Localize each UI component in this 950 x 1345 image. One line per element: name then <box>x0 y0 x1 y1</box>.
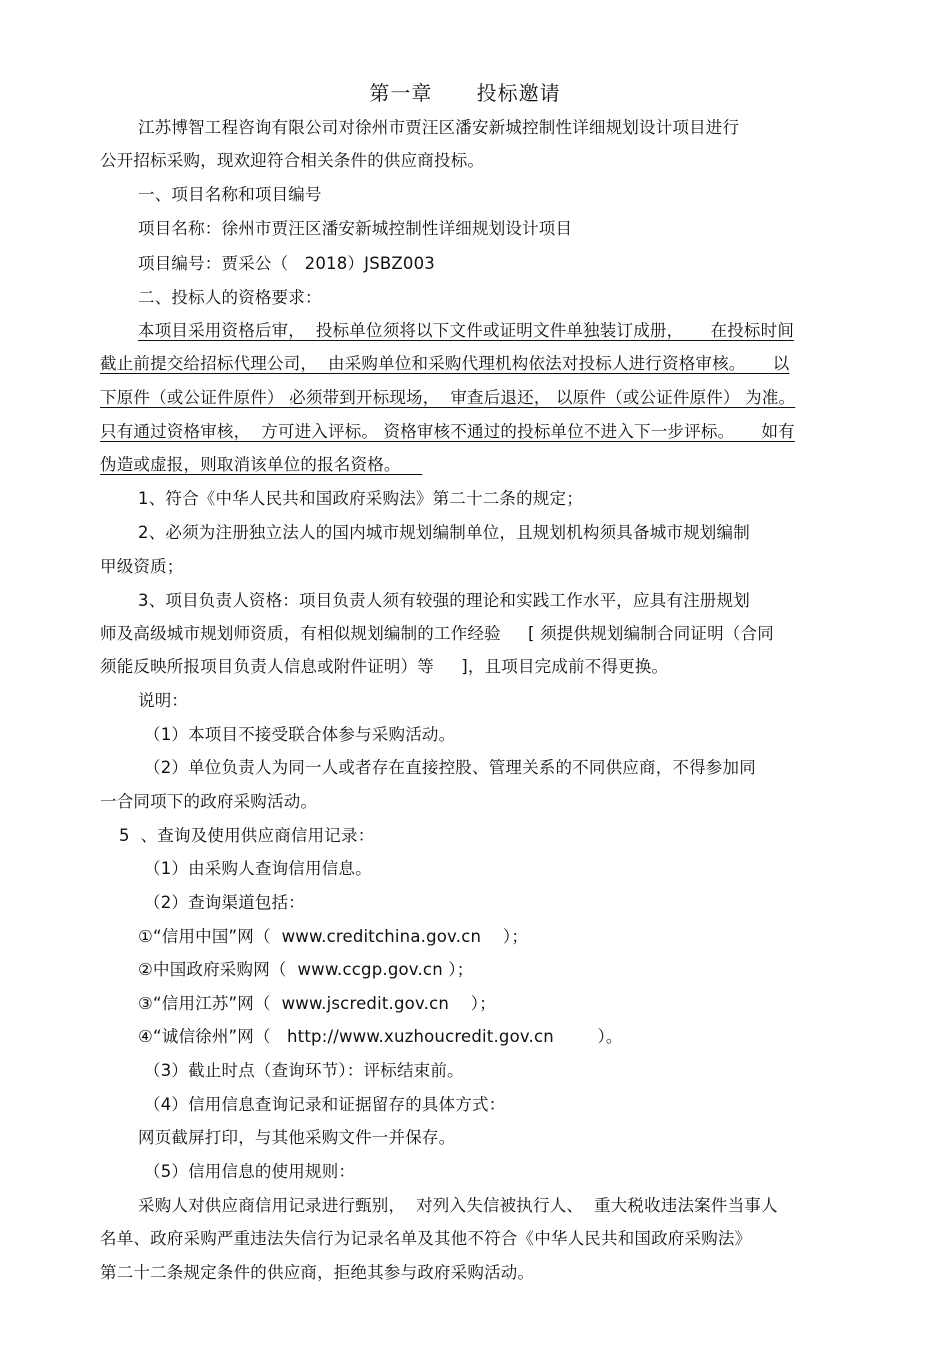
qualification-line-4: 只有通过资格审核， 方可进入评标。 资格审核不通过的投标单位不进入下一步评标。 如有 <box>100 422 795 441</box>
credit-item-3: （3）截止时点（查询环节）：评标结束前。 <box>144 1061 464 1080</box>
credit-item-4-body: 网页截屏打印，与其他采购文件一并保存。 <box>138 1128 456 1147</box>
note-heading: 说明： <box>138 691 189 710</box>
requirement-3-line-1: 3、项目负责人资格：项目负责人须有较强的理论和实践工作水平，应具有注册规划 <box>138 591 750 610</box>
qualification-line-3: 下原件（或公证件原件） 必须带到开标现场， 审查后退还， 以原件（或公证件原件） 为准。 <box>100 388 796 407</box>
note-1: （1）本项目不接受联合体参与采购活动。 <box>144 725 456 744</box>
requirement-3-line-3: 须能反映所报项目负责人信息或附件证明）等 ]，且项目完成前不得更换。 <box>100 657 669 676</box>
section-1-heading: 一、项目名称和项目编号 <box>138 185 322 204</box>
project-name: 项目名称：徐州市贾汪区潘安新城控制性详细规划设计项目 <box>138 219 573 238</box>
requirement-2-line-1: 2、必须为注册独立法人的国内城市规划编制单位，且规划机构须具备城市规划编制 <box>138 523 750 542</box>
qualification-line-5: 伪造或虚报，则取消该单位的报名资格。 <box>100 455 423 474</box>
channel-xuzhoucredit: ④“诚信徐州”网（ http://www.xuzhoucredit.gov.cn ）。 <box>138 1027 623 1046</box>
note-2-line-1: （2）单位负责人为同一人或者存在直接控股、管理关系的不同供应商，不得参加同 <box>144 758 756 777</box>
channel-credit-china: ①“信用中国”网（ www.creditchina.gov.cn ）； <box>138 927 529 946</box>
chapter-title: 第一章 投标邀请 <box>369 81 561 105</box>
channel-jscredit: ③“信用江苏”网（ www.jscredit.gov.cn ）； <box>138 994 496 1013</box>
project-number: 项目编号：贾采公（ 2018）JSBZ003 <box>138 254 435 273</box>
credit-rule-line-1: 采购人对供应商信用记录进行甄别， 对列入失信被执行人、 重大税收违法案件当事人 <box>138 1196 778 1215</box>
requirement-3-line-2: 师及高级城市规划师资质，有相似规划编制的工作经验 [ 须提供规划编制合同证明（合同 <box>100 624 774 643</box>
qualification-line-1: 本项目采用资格后审， 投标单位须将以下文件或证明文件单独装订成册， 在投标时间 <box>138 321 795 340</box>
credit-rule-line-3: 第二十二条规定条件的供应商，拒绝其参与政府采购活动。 <box>100 1263 535 1282</box>
section-5-heading: 5 、查询及使用供应商信用记录： <box>119 826 375 845</box>
intro-line-1: 江苏博智工程咨询有限公司对徐州市贾汪区潘安新城控制性详细规划设计项目进行 <box>138 118 740 137</box>
qualification-line-2: 截止前提交给招标代理公司， 由采购单位和采购代理机构依法对投标人进行资格审核。 以 <box>100 354 790 373</box>
requirement-1: 1、符合《中华人民共和国政府采购法》第二十二条的规定； <box>138 489 583 508</box>
section-2-heading: 二、投标人的资格要求： <box>138 288 322 307</box>
credit-rule-line-2: 名单、政府采购严重违法失信行为记录名单及其他不符合《中华人民共和国政府采购法》 <box>100 1229 752 1248</box>
requirement-2-line-2: 甲级资质； <box>100 557 184 576</box>
channel-ccgp: ②中国政府采购网（ www.ccgp.gov.cn ）； <box>138 960 474 979</box>
note-2-line-2: 一合同项下的政府采购活动。 <box>100 792 318 811</box>
credit-item-2: （2）查询渠道包括： <box>144 893 305 912</box>
credit-item-5: （5）信用信息的使用规则： <box>144 1162 356 1181</box>
credit-item-4: （4）信用信息查询记录和证据留存的具体方式： <box>144 1095 506 1114</box>
intro-line-2: 公开招标采购，现欢迎符合相关条件的供应商投标。 <box>100 151 485 170</box>
credit-item-1: （1）由采购人查询信用信息。 <box>144 859 372 878</box>
